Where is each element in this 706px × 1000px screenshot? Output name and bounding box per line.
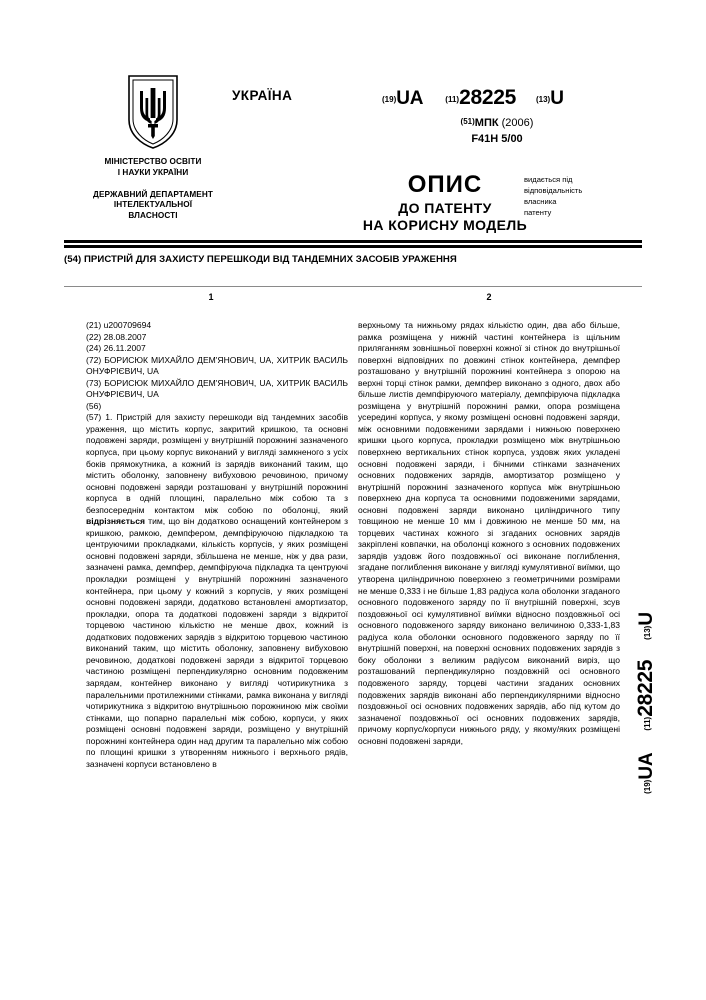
ministry-line-1: МІНІСТЕРСТВО ОСВІТИ	[104, 157, 202, 166]
side-patent-number: 28225	[634, 659, 657, 717]
abstract-part-1: (57) 1. Пристрій для захисту перешкоди від тандемних засобів ураження, що містить корпус, закритий кришкою, та основні подовжені заряди, розміщені у внутрішній порожнині зазначеного корпуса, при цьому корпус виконаний у вигляді замкненого з усіх боків прямокутника, а кожний із зарядів виконаний таким, що містить оболонку, заповнену вибуховою речовиною, причому основні подовжені заряди розташовані у внутрішній порожнині корпуса в одній площині, паралельно між собою та з безпосереднім контактом між собою по оболонці, який	[86, 412, 348, 515]
ipc-line	[382, 116, 612, 132]
country-name: УКРАЇНА	[232, 88, 293, 103]
title-divider	[64, 286, 642, 287]
ipc-year: (2006)	[501, 117, 534, 129]
publication-date: (24) 26.11.2007	[86, 343, 146, 354]
issued-note-line-3: власника	[524, 197, 557, 206]
issued-note-line-4: патенту	[524, 208, 552, 217]
document-header	[64, 74, 642, 232]
document-title-sub-2: НА КОРИСНУ МОДЕЛЬ	[362, 216, 528, 233]
divider-bar-bottom	[64, 245, 642, 248]
abstract-bold-phrase: відрізняється	[86, 516, 145, 527]
abstract-text-left	[86, 412, 348, 770]
ipc-classification	[382, 116, 612, 148]
body-columns	[64, 320, 642, 920]
department-line-2: ІНТЕЛЕКТУАЛЬНОЇ	[113, 200, 193, 210]
department-line-1: ДЕРЖАВНИЙ ДЕПАРТАМЕНТ	[93, 189, 213, 199]
column-number-1: 1	[208, 292, 214, 302]
column-left	[86, 320, 348, 770]
patent-number: 28225	[459, 86, 516, 109]
issued-note-line-1: видається під	[524, 175, 573, 184]
side-inid-code-19: (19)	[643, 779, 652, 794]
patent-identifier-line	[382, 86, 642, 110]
filing-date: (22) 28.08.2007	[86, 331, 147, 342]
document-title-sub-1: ДО ПАТЕНТУ	[398, 200, 492, 217]
ipc-label: МПК	[474, 117, 499, 129]
ukraine-trident-emblem	[127, 74, 179, 150]
inid-code-13: (13)	[535, 95, 551, 104]
department-name	[64, 190, 242, 222]
inid-code-11: (11)	[445, 95, 460, 104]
inid-code-19: (19)	[382, 95, 397, 104]
header-divider	[64, 240, 642, 248]
invention-title: (54) ПРИСТРІЙ ДЛЯ ЗАХИСТУ ПЕРЕШКОДИ ВІД ТАНДЕМНИХ ЗАСОБІВ УРАЖЕННЯ	[64, 254, 457, 265]
ministry-line-2: І НАУКИ УКРАЇНИ	[117, 167, 189, 177]
department-line-3: ВЛАСНОСТІ	[128, 211, 178, 221]
ministry-name	[64, 157, 242, 179]
side-kind-code: U	[636, 612, 657, 626]
side-inid-code-11: (11)	[643, 716, 652, 731]
side-patent-identifier	[632, 548, 660, 858]
side-patent-identifier-inner	[634, 612, 658, 794]
document-title-main: ОПИС	[407, 171, 483, 198]
country-code-ua: UA	[396, 88, 424, 109]
inid-code-51: (51)	[460, 117, 475, 126]
side-country-code-ua: UA	[636, 752, 657, 780]
kind-code: U	[550, 88, 564, 109]
abstract-part-2: тим, що він додатково оснащений контейнером з кришкою, рамкою, демпфером, демпфіруючою підкладкою та центруючими прокладками, кількість корпусів, у яких розміщені основні подовжені заряди, збільшена не менше, ніж у два рази, зазначені рамка, демпфер, демпфіруюча підкладка та центруючі прокладки розміщені у внутрішній порожнині зазначеного контейнера, при цьому у кожний з корпусів, у яких розміщені основні подовжені заряди, додатково встановлені амортизатор, прокладки, опора та додаткові подовжені заряди з відкритої торцевою частиною кількістю не менше двох, кожний із додаткових подовжених зарядів з відкритою торцевою частиною виконаний таким, що містить оболонку, заповнену вибуховою речовиною, додаткові подовжені заряди з відкритої торцевою частиною розміщені перпендикулярно основним подовженим зарядам, контейнер виконано у вигляді чотирикутника з паралельними протилежними стінками, рамка виконана у вигляді чотирикутника з відкритою внутрішньою порожниною між своїми стінками, що попарно паралельні між собою, корпуси, у яких розміщені основні подовжені заряди, розміщено у внутрішній порожнині контейнера один над другим та паралельно між собою по площині кришки з утворенням нижнього і верхнього рядів, зазначені корпуси встановлено в	[86, 516, 348, 769]
column-number-2: 2	[486, 292, 492, 302]
application-number: (21) u200709694	[86, 320, 152, 330]
column-right	[358, 320, 620, 747]
issued-note	[524, 174, 642, 218]
inventors: (72) БОРИСЮК МИХАЙЛО ДЕМ'ЯНОВИЧ, UA, ХИТРИК ВАСИЛЬ ОНУФРІЄВИЧ, UA	[86, 354, 348, 377]
owners: (73) БОРИСЮК МИХАЙЛО ДЕМ'ЯНОВИЧ, UA, ХИТРИК ВАСИЛЬ ОНУФРІЄВИЧ, UA	[86, 377, 348, 400]
references: (56)	[86, 400, 102, 411]
issued-note-line-2: відповідальність	[524, 186, 583, 195]
abstract-text-right: верхньому та нижньому рядах кількістю один, два або більше, рамка розміщена у нижній частині контейнера із щільним приляганням зовнішньої поверхні кожної зі стінок до внутрішньої поверхні відповідних по довжині стінок контейнера, демпфер розташовано у внутрішній порожнині контейнера з опорою на верхні торці стінок рамки, демпфер виконано з одного, двох або більше листів демпфіруючого матеріалу, демпфіруюча підкладка розміщена у внутрішній порожнині рамки, опора розміщена усередині корпуса, у якому розміщені основні подовжені заряди, між основними подовженими зарядами і нижньою поверхнею кришки цього корпуса, прокладки розміщено між внутрішньою поверхнею вертикальних стінок корпуса, уздовж яких укладені основні подовжені заряди, і бічними стінками зазначених основних подовжених зарядів, амортизатор розміщено у внутрішній порожнині зазначеного корпуса між внутрішньою поверхнею дна корпуса та основними подовженими зарядами, основні подовжені заряди виконано циліндричного типу товщиною не менше 10 мм і довжиною не менше 50 мм, на торцевих частинах кожного зі згаданих основних зарядів закріплені ковпачки, на оболонці кожного з основних подовжених зарядів уздовж його поздовжньої осі виконане поглиблення, згадане поглиблення виконане у вигляді кумулятивної виїмки, що утворена циліндричною поверхнею з геометричними розмірами не менше 0,333 і не більше 1,83 радіуса кола оболонки згаданого основного подовженого заряду по її внутрішній поверхні, зсув поздовжньої осі кумулятивної виїмки відносно поздовжньої осі основного подовженого заряду виконано величиною 0,333-1,83 радіуса кола оболонки основного подовженого заряду по її внутрішній поверхні, на поверхні основних подовжених зарядів з боку оболонки з великим радіусом виконаний виріз, що розташований перпендикулярно поздовжній осі основного подовженого заряду, торцеві частини згаданих основних подовжених зарядів виконані або перпендикулярними відносно поздовжньої осі основних подовжених зарядів, або під кутом до зазначеної поздовжньої осі основних подовжених зарядів, причому корпус/корпуси нижнього ряду, у якому/яких розміщені основні подовжені заряди,	[358, 320, 620, 746]
side-inid-code-13: (13)	[643, 625, 652, 640]
ipc-class-code: F41H 5/00	[471, 132, 523, 145]
bibliographic-data	[86, 320, 348, 412]
ministry-block	[64, 74, 242, 222]
